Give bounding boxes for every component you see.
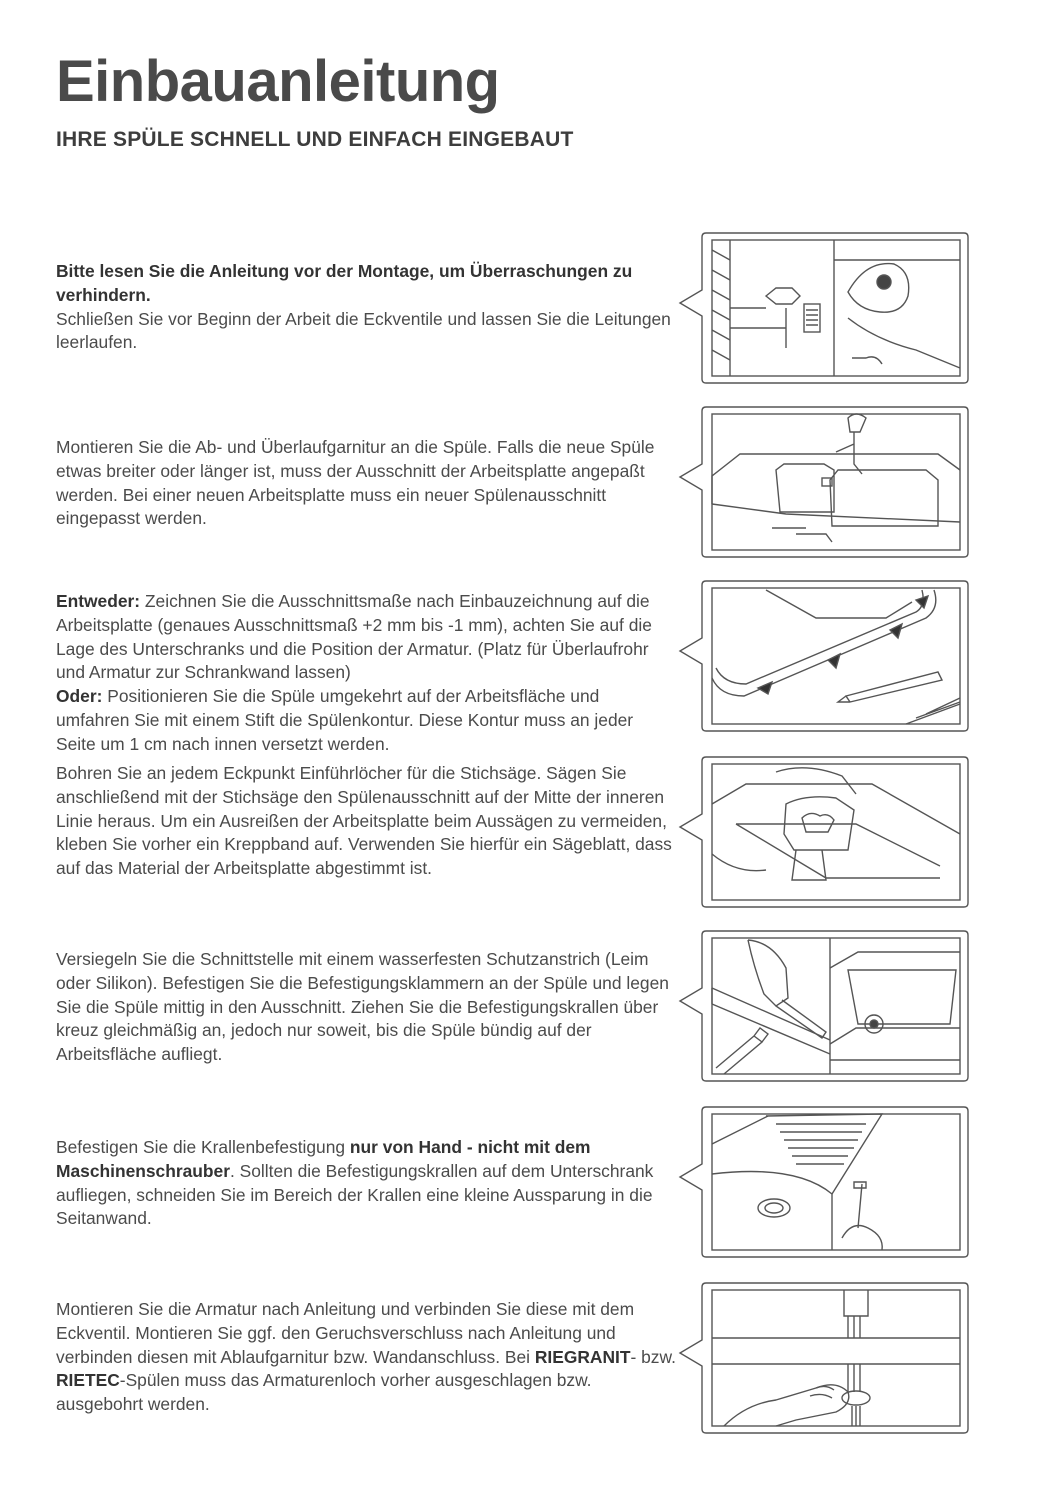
step-6-text bbox=[56, 1136, 676, 1231]
step-5-body: Versiegeln Sie die Schnittstelle mit einem wasserfesten Schutzanstrich (Leim oder Silikon). Befestigen Sie die Befestigungsklammern an der Spüle und legen Sie die Spüle mittig in den Ausschnitt. Ziehen Sie die Befestigungskrallen über kreuz gleichmäßig an, jedoch nur soweit, bis die Spüle bündig auf der Arbeitsfläche aufliegt. bbox=[56, 949, 669, 1065]
step-5-illustration bbox=[676, 928, 972, 1084]
step-3-text bbox=[56, 590, 676, 757]
step-3-illustration bbox=[676, 578, 972, 734]
step-2-body: Montieren Sie die Ab- und Überlaufgarnitur an die Spüle. Falls die neue Spüle etwas breiter oder länger ist, muss der Ausschnitt der Arbeitsplatte angepaßt werden. Bei einer neuen Arbeitsplatte muss ein neuer Spülenausschnitt eingepasst werden. bbox=[56, 437, 655, 529]
step-4-illustration bbox=[676, 754, 972, 910]
step-7-text-post: -Spülen muss das Armaturenloch vorher ausgeschlagen bzw. ausgebohrt werden. bbox=[56, 1370, 592, 1415]
step-7-text-mid: - bzw. bbox=[630, 1346, 676, 1367]
step-6-illustration bbox=[676, 1104, 972, 1260]
step-5-text bbox=[56, 948, 676, 1067]
step-4-text bbox=[56, 762, 676, 881]
step-2-illustration bbox=[676, 404, 972, 560]
step-7-text-pre: Montieren Sie die Armatur nach Anleitung und verbinden Sie diese mit dem Eckventil. Montieren Sie ggf. den Geruchsverschluss nach Anleitung und verbinden diesen mit Ablaufgarnitur bzw. Wandanschluss. Bei bbox=[56, 1299, 635, 1367]
page-subtitle: IHRE SPÜLE SCHNELL UND EINFACH EINGEBAUT bbox=[56, 128, 574, 151]
step-6-text-pre: Befestigen Sie die Krallenbefestigung bbox=[56, 1137, 350, 1157]
step-6-text-bold: nur von Hand - nicht mit dem Maschinenschrauber bbox=[56, 1137, 591, 1181]
step-1-illustration bbox=[676, 230, 972, 386]
step-3-either-label: Entweder: bbox=[56, 591, 141, 611]
page-title: Einbauanleitung bbox=[56, 49, 500, 114]
step-4-body: Bohren Sie an jedem Eckpunkt Einführlöcher für die Stichsäge. Sägen Sie anschließend mit der Stichsäge den Spülenausschnitt auf der Mitte der inneren Linie heraus. Um ein Ausreißen der Arbeitsplatte beim Aussägen zu vermeiden, kleben Sie vorher ein Kreppband auf. Verwenden Sie hierfür ein Sägeblatt, dass auf das Material der Arbeitsplatte abgestimmt ist. bbox=[56, 763, 672, 879]
step-1-body: Schließen Sie vor Beginn der Arbeit die Eckventile und lassen Sie die Leitungen leerlaufen. bbox=[56, 308, 671, 353]
step-3-or-label: Oder: bbox=[56, 686, 103, 707]
step-3-either-text: Zeichnen Sie die Ausschnittsmaße nach Einbauzeichnung auf die Arbeitsplatte (genaues Ausschnittsmaß +2 mm bis -1 mm), achten Sie auf die Lage des Unterschranks und die Position der Armatur. (Platz für Überlaufrohr und Armatur zur Schrankwand lassen) bbox=[56, 591, 652, 683]
step-3-or-text: Positionieren Sie die Spüle umgekehrt auf der Arbeitsfläche und umfahren Sie mit einem Stift die Spülenkontur. Diese Kontur muss an jeder Seite um 1 cm nach innen versetzt werden. bbox=[56, 686, 634, 754]
step-7-illustration bbox=[676, 1280, 972, 1436]
step-7-text bbox=[56, 1298, 676, 1417]
step-2-text bbox=[56, 436, 676, 531]
step-6-text-post: . Sollten die Befestigungskrallen auf dem Unterschrank aufliegen, schneiden Sie im Bereich der Krallen eine kleine Aussparung in die Seitanwand. bbox=[56, 1160, 654, 1229]
step-7-brand-rietec: RIETEC bbox=[56, 1370, 120, 1391]
step-1-lead: Bitte lesen Sie die Anleitung vor der Montage, um Überraschungen zu verhindern. bbox=[56, 261, 633, 305]
step-7-brand-riegranit: RIEGRANIT bbox=[534, 1346, 631, 1367]
step-1-text bbox=[56, 260, 676, 355]
